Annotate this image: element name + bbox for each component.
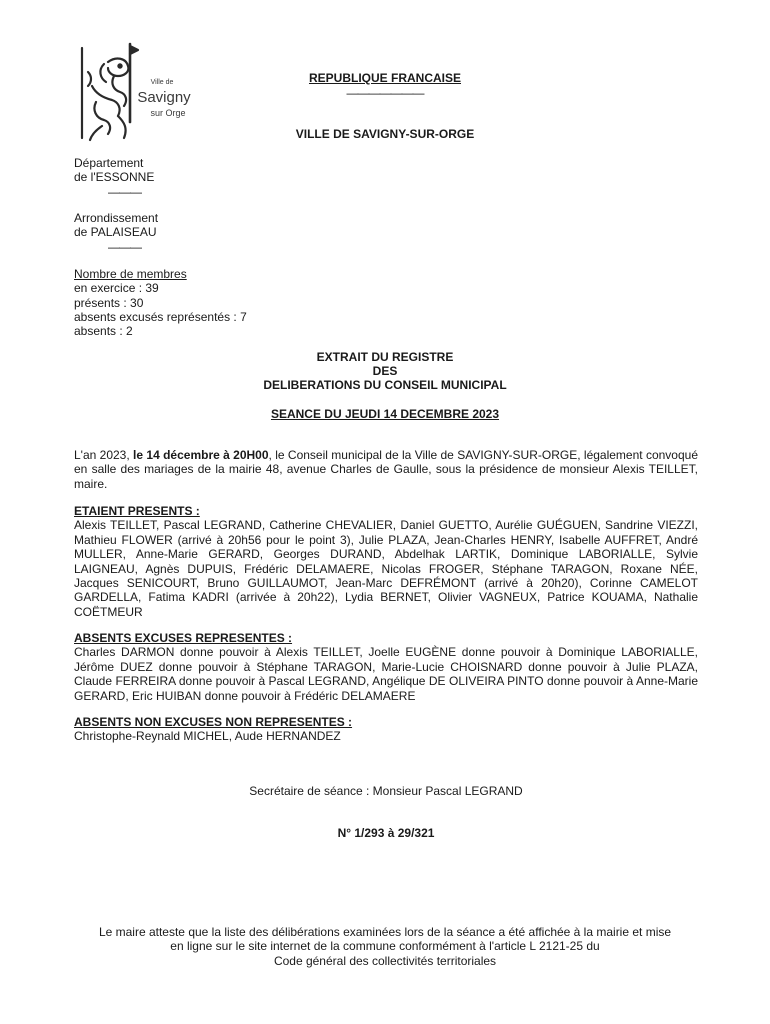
intro-date: le 14 décembre à 20H00 [133, 448, 269, 462]
departement-block [74, 156, 154, 199]
absents-excuses-text: Charles DARMON donne pouvoir à Alexis TEILLET, Joelle EUGÈNE donne pouvoir à Dominique LABORIALLE, Jérôme DUEZ donne pouvoir à Stéphane TARAGON, Marie-Lucie CHOISNARD donne pouvoir à Julie PLAZA, Claude FERREIRA donne pouvoir à Pascal LEGRAND, Angélique DE OLIVEIRA PINTO donne pouvoir à Anne-Marie GERARD, Eric HUIBAN donne pouvoir à Frédéric DELAMAERE [74, 645, 698, 703]
extrait-line3: DELIBERATIONS DU CONSEIL MUNICIPAL [263, 378, 507, 392]
intro-before: L'an 2023, [74, 448, 134, 462]
membres-representes: absents excusés représentés : 7 [74, 309, 247, 324]
footer-line3: Code général des collectivités territoriales [273, 953, 497, 968]
departement-dash: ——— [108, 184, 141, 199]
membres-exercice: en exercice : 39 [74, 281, 159, 296]
arrondissement-value: de PALAISEAU [74, 225, 157, 240]
absents-excuses-title: ABSENTS EXCUSES REPRESENTES : [74, 631, 293, 645]
membres-absents: absents : 2 [74, 324, 133, 339]
logo-line2: Savigny [137, 89, 191, 106]
departement-label: Département [74, 156, 144, 170]
intro-after: , le Conseil municipal de la Ville de SAVIGNY-SUR-ORGE, légalement convoqué en salle des mariages de la mairie 48, avenue Charles de Gaulle, sous la présidence de monsieur Alexis TEILLET, maire. [74, 448, 698, 491]
membres-block [74, 267, 247, 338]
seance-title: SEANCE DU JEUDI 14 DECEMBRE 2023 [270, 407, 500, 421]
presents-section [74, 504, 698, 619]
lion-icon [82, 44, 138, 140]
republique-heading: REPUBLIQUE FRANCAISE [308, 71, 461, 85]
intro-paragraph [74, 448, 698, 491]
presents-title: ETAIENT PRESENTS : [74, 504, 200, 518]
extrait-line2: DES [372, 364, 398, 378]
ville-heading: VILLE DE SAVIGNY-SUR-ORGE [295, 127, 475, 141]
extrait-title [150, 350, 620, 392]
absents-non-text: Christophe-Reynald MICHEL, Aude HERNANDEZ [74, 729, 341, 744]
footer-line2: en ligne sur le site internet de la commune conformément à l'article L 2121-25 du [170, 939, 600, 954]
absents-excuses-section [74, 631, 698, 703]
extrait-line1: EXTRAIT DU REGISTRE [316, 350, 454, 364]
membres-title: Nombre de membres [74, 267, 187, 281]
absents-non-section [74, 715, 698, 744]
arrondissement-dash: ——— [108, 239, 141, 254]
secretaire-line: Secrétaire de séance : Monsieur Pascal LEGRAND [249, 784, 523, 798]
departement-value: de l'ESSONNE [74, 170, 155, 185]
logo-line1: Ville de [150, 79, 174, 86]
arrondissement-block [74, 211, 158, 254]
membres-presents: présents : 30 [74, 295, 144, 310]
deliberation-numbers: N° 1/293 à 29/321 [337, 826, 435, 840]
footer-line1: Le maire atteste que la liste des délibérations examinées lors de la séance a été affichée à la mairie et mise [98, 925, 672, 939]
arrondissement-label: Arrondissement [74, 211, 159, 225]
presents-text: Alexis TEILLET, Pascal LEGRAND, Catherine CHEVALIER, Daniel GUETTO, Aurélie GUÉGUEN, Sandrine VIEZZI, Mathieu FLOWER (arrivé à 20h56 pour le point 3), Julie PLAZA, Jean-Charles HENRY, Isabelle AUFFRET, André MULLER, Anne-Marie GERARD, Georges DURAND, Abdelhak LARTIK, Dominique LABORIALLE, Sylvie LAIGNEAU, Agnès DUPUIS, Frédéric DELAMAERE, Nicolas FROGER, Stéphane TARAGON, Roxane NÉE, Jacques SENICOURT, Bruno GUILLAUMOT, Jean-Marc DEFRÉMONT (arrivé à 20h20), Corinne CAMELOT GARDELLA, Fatima KADRI (arrivée à 20h22), Lydia BERNET, Olivier VAGNEUX, Patrice KOUAMA, Nathalie COËTMEUR [74, 518, 698, 619]
logo-line3: sur Orge [150, 108, 186, 118]
republique-rule: ——————— [346, 86, 424, 100]
savigny-logo [78, 42, 200, 146]
absents-non-title: ABSENTS NON EXCUSES NON REPRESENTES : [74, 715, 353, 729]
footer-attestation [60, 925, 710, 968]
